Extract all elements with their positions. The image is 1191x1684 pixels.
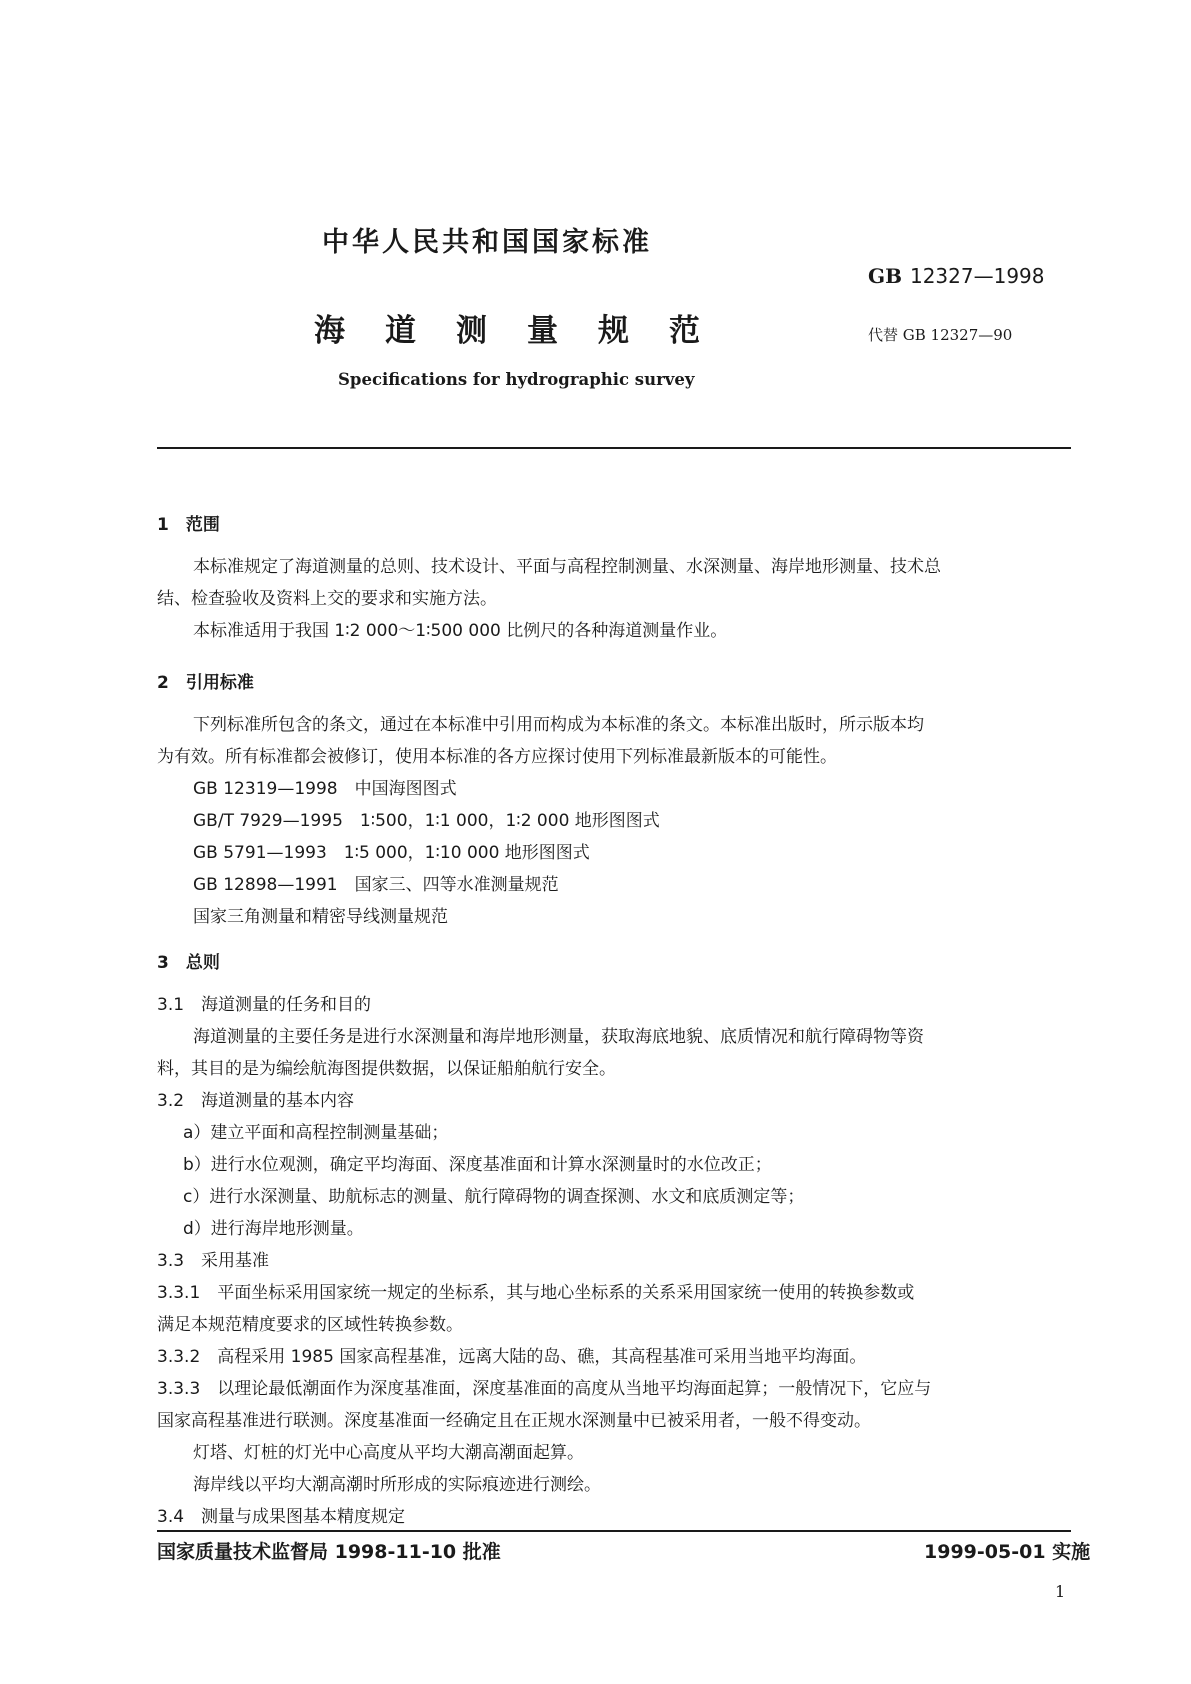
reference-item: GB 12319—1998 中国海图图式 [193, 779, 457, 799]
paragraph-line: 下列标准所包含的条文，通过在本标准中引用而构成为本标准的条文。本标准出版时，所示版本均 [193, 715, 924, 735]
paragraph-line: 本标准适用于我国 1∶2 000～1∶500 000 比例尺的各种海道测量作业。 [193, 621, 728, 641]
paragraph-line: 为有效。所有标准都会被修订，使用本标准的各方应探讨使用下列标准最新版本的可能性。 [157, 747, 837, 767]
paragraph-line: 3.3.3 以理论最低潮面作为深度基准面，深度基准面的高度从当地平均海面起算；一般情况下，它应与 [157, 1379, 932, 1399]
paragraph-line: 海岸线以平均大潮高潮时所形成的实际痕迹进行测绘。 [193, 1475, 601, 1495]
effective-date: 1999-05-01 实施 [924, 1541, 1091, 1563]
section-1-heading: 1 范围 [157, 515, 220, 535]
paragraph-line: 满足本规范精度要求的区域性转换参数。 [157, 1315, 463, 1335]
title-char: 道 [385, 313, 416, 349]
reference-item: GB 5791—1993 1∶5 000，1∶10 000 地形图图式 [193, 843, 590, 863]
clause-heading: 3.3 采用基准 [157, 1251, 270, 1271]
paragraph-line: 海道测量的主要任务是进行水深测量和海岸地形测量，获取海底地貌、底质情况和航行障碍物等资 [193, 1027, 924, 1047]
paragraph-line: 料，其目的是为编绘航海图提供数据，以保证船舶航行安全。 [157, 1059, 616, 1079]
title-char: 海 [314, 313, 345, 349]
paragraph-line: 本标准规定了海道测量的总则、技术设计、平面与高程控制测量、水深测量、海岸地形测量、技术总 [193, 557, 941, 577]
standard-code-number: 12327—1998 [909, 264, 1045, 288]
list-item: a）建立平面和高程控制测量基础； [183, 1123, 449, 1143]
list-item: b）进行水位观测，确定平均海面、深度基准面和计算水深测量时的水位改正； [183, 1155, 772, 1175]
reference-item: GB/T 7929—1995 1∶500，1∶1 000，1∶2 000 地形图图式 [193, 811, 660, 831]
section-2-heading: 2 引用标准 [157, 673, 254, 693]
standard-code-prefix: GB [868, 264, 902, 288]
title-char: 规 [598, 313, 629, 349]
english-title: Specifications for hydrographic survey [338, 370, 695, 389]
reference-item: 国家三角测量和精密导线测量规范 [193, 907, 448, 927]
document-title [314, 305, 700, 350]
clause-heading: 3.2 海道测量的基本内容 [157, 1091, 355, 1111]
paragraph-line: 3.3.2 高程采用 1985 国家高程基准，远离大陆的岛、礁，其高程基准可采用当地平均海面。 [157, 1347, 867, 1367]
page-number: 1 [1055, 1582, 1066, 1601]
approval-date: 国家质量技术监督局 1998-11-10 批准 [157, 1541, 501, 1563]
standard-code [868, 264, 1045, 288]
section-3-heading: 3 总则 [157, 953, 220, 973]
reference-item: GB 12898—1991 国家三、四等水准测量规范 [193, 875, 559, 895]
title-char: 量 [527, 313, 558, 349]
header-divider [157, 447, 1071, 449]
replaces-note: 代替 GB 12327—90 [868, 326, 1013, 344]
paragraph-line: 结、检查验收及资料上交的要求和实施方法。 [157, 589, 497, 609]
paragraph-line: 灯塔、灯桩的灯光中心高度从平均大潮高潮面起算。 [193, 1443, 584, 1463]
clause-heading: 3.1 海道测量的任务和目的 [157, 995, 372, 1015]
national-standard-heading: 中华人民共和国国家标准 [322, 227, 652, 258]
list-item: d）进行海岸地形测量。 [183, 1219, 364, 1239]
title-char: 范 [669, 313, 700, 349]
paragraph-line: 国家高程基准进行联测。深度基准面一经确定且在正规水深测量中已被采用者，一般不得变动。 [157, 1411, 871, 1431]
clause-heading: 3.4 测量与成果图基本精度规定 [157, 1507, 406, 1527]
footer-divider [157, 1530, 1071, 1532]
paragraph-line: 3.3.1 平面坐标采用国家统一规定的坐标系，其与地心坐标系的关系采用国家统一使用的转换参数或 [157, 1283, 915, 1303]
list-item: c）进行水深测量、助航标志的测量、航行障碍物的调查探测、水文和底质测定等； [183, 1187, 805, 1207]
title-char: 测 [456, 313, 487, 349]
